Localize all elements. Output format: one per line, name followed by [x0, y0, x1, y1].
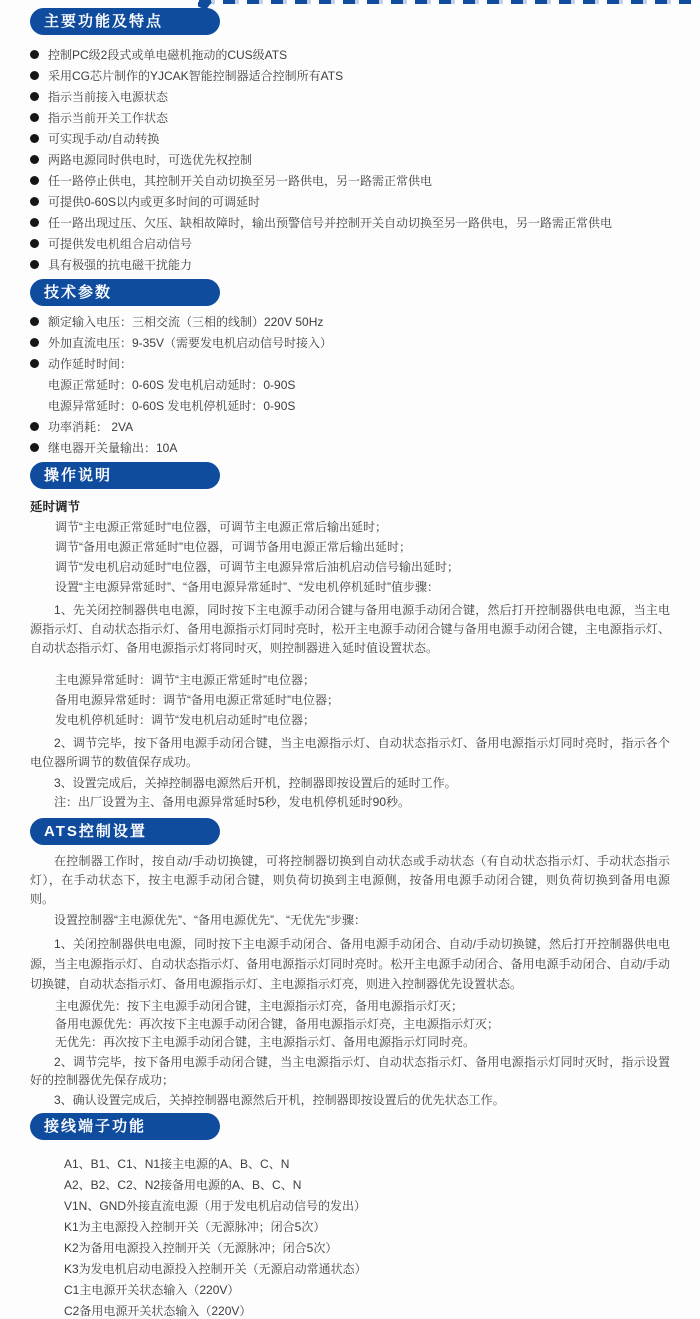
bullet-dot-icon [30, 218, 39, 227]
bullet-dot-icon [30, 260, 39, 269]
feature-text: 可提供发电机组合启动信号 [48, 237, 193, 251]
feature-item [30, 195, 670, 208]
operation-line: 调节“备用电源正常延时”电位器，可调节备用电源正常后输出延时； [55, 540, 411, 554]
bullet-dot-icon [30, 443, 39, 452]
operation-subheading: 延时调节 [30, 500, 81, 514]
section-features [30, 8, 670, 271]
bullet-dot-icon [30, 197, 39, 206]
feature-item [30, 132, 670, 145]
bullet-dot-icon [30, 317, 39, 326]
terminal-item: V1N、GND外接直流电源（用于发电机启动信号的发出） [64, 1199, 367, 1213]
section-ats-control [30, 818, 670, 1109]
feature-text: 任一路停止供电，其控制开关自动切换至另一路供电，另一路需正常供电 [48, 174, 433, 188]
operation-delay-line: 主电源异常延时：调节“主电源正常延时”电位器； [55, 673, 315, 687]
bullet-dot-icon [30, 359, 39, 368]
bullet-dot-icon [30, 71, 39, 80]
feature-item [30, 153, 670, 166]
feature-text: 可提供0-60S以内或更多时间的可调延时 [48, 195, 261, 209]
feature-text: 指示当前接入电源状态 [48, 90, 169, 104]
section-header-features: 主要功能及特点 [30, 8, 220, 35]
bullet-dot-icon [30, 176, 39, 185]
terminal-item: A1、B1、C1、N1接主电源的A、B、C、N [64, 1157, 290, 1171]
operation-delay-line: 备用电源异常延时：调节“备用电源正常延时”电位器； [55, 693, 339, 707]
feature-item [30, 237, 670, 250]
tech-param-text: 功率消耗： 2VA [48, 420, 134, 434]
ats-step-1: 1、关闭控制器供电电源，同时按下主电源手动闭合、备用电源手动闭合、自动/手动切换键，然后打开控制器供电电源，当主电源指示灯、自动状态指示灯、备用电源指示灯同时亮时。松开主电源手动闭合、备用电源手动闭合、自动/手动切换键，自动状态指示灯、备用电源指示灯、主电源指示灯亮，则进入控制器优先设置状态。 [30, 937, 670, 991]
feature-text: 两路电源同时供电时，可选优先权控制 [48, 153, 253, 167]
operation-delay-mapping [30, 674, 670, 727]
terminal-item: K3为发电机启动电源投入控制开关（无源启动常通状态） [64, 1262, 367, 1276]
section-tech-params [30, 279, 670, 454]
operation-line: 设置“主电源异常延时”、“备用电源异常延时”、“发电机停机延时”值步骤： [55, 580, 439, 594]
feature-text: 采用CG芯片制作的YJCAK智能控制器适合控制所有ATS [48, 69, 344, 83]
bullet-dot-icon [30, 113, 39, 122]
tech-param-text: 电源异常延时：0-60S 发电机停机延时：0-90S [48, 399, 296, 413]
section-header-operation: 操作说明 [30, 462, 220, 489]
section-header-tech-params: 技术参数 [30, 279, 220, 306]
bullet-dot-icon [30, 134, 39, 143]
feature-item [30, 90, 670, 103]
tech-param-text: 继电器开关量输出：10A [48, 441, 178, 455]
bullet-dot-icon [30, 50, 39, 59]
bullet-dot-icon [30, 92, 39, 101]
tech-param-item [30, 441, 670, 454]
operation-step-2: 2、调节完毕，按下备用电源手动闭合键，当主电源指示灯、自动状态指示灯、备用电源指示灯同时亮时，指示各个电位器所调节的数值保存成功。 [30, 736, 670, 769]
feature-item [30, 258, 670, 271]
terminal-item: C1主电源开关状态输入（220V） [64, 1283, 240, 1297]
feature-item [30, 69, 670, 82]
operation-factory-note: 注：出厂设置为主、备用电源异常延时5秒，发电机停机延时90秒。 [54, 795, 411, 809]
ats-priority-line: 主电源优先：按下主电源手动闭合键，主电源指示灯亮，备用电源指示灯灭； [55, 999, 464, 1013]
section-header-ats-control: ATS控制设置 [30, 818, 220, 845]
ats-paragraph-2: 设置控制器“主电源优先”、“备用电源优先”、“无优先”步骤： [54, 913, 366, 927]
ats-step-3: 3、确认设置完成后，关掉控制器电源然后开机，控制器即按设置后的优先状态工作。 [54, 1093, 505, 1107]
ats-step-2: 2、调节完毕，按下备用电源手动闭合键，当主电源指示灯、自动状态指示灯、备用电源指示灯同时灭时，指示设置好的控制器优先保存成功； [30, 1055, 670, 1087]
tech-param-subitem [30, 399, 670, 412]
section-header-terminals: 接线端子功能 [30, 1113, 220, 1140]
operation-delay-line: 发电机停机延时：调节“发电机启动延时”电位器； [55, 713, 315, 727]
feature-text: 指示当前开关工作状态 [48, 111, 169, 125]
operation-step-3: 3、设置完成后，关掉控制器电源然后开机，控制器即按设置后的延时工作。 [54, 776, 457, 790]
feature-item [30, 216, 670, 229]
feature-item [30, 48, 670, 61]
section-terminals [30, 1113, 670, 1318]
bullet-dot-icon [30, 239, 39, 248]
tech-param-item [30, 420, 670, 433]
bullet-dot-icon [30, 338, 39, 347]
features-list [30, 48, 670, 271]
tech-param-text: 额定输入电压：三相交流（三相的线制）220V 50Hz [48, 315, 324, 329]
ats-priority-line: 备用电源优先：再次按下主电源手动闭合键，备用电源指示灯亮，主电源指示灯灭； [55, 1017, 500, 1031]
tech-param-subitem [30, 378, 670, 391]
terminals-list [30, 1155, 670, 1318]
feature-text: 可实现手动/自动转换 [48, 132, 160, 146]
tech-param-text: 电源正常延时：0-60S 发电机启动延时：0-90S [48, 378, 296, 392]
bullet-dot-icon [30, 422, 39, 431]
terminal-item: K1为主电源投入控制开关（无源脉冲；闭合5次） [64, 1220, 326, 1234]
terminal-item: K2为备用电源投入控制开关（无源脉冲；闭合5次） [64, 1241, 338, 1255]
terminal-item: C2备用电源开关状态输入（220V） [64, 1304, 252, 1318]
tech-param-text: 外加直流电压：9-35V（需要发电机启动信号时接入） [48, 336, 333, 350]
ats-priority-line: 无优先：再次按下主电源手动闭合键，主电源指示灯、备用电源指示灯同时亮。 [55, 1035, 476, 1049]
tech-param-item [30, 336, 670, 349]
ats-priority-options [30, 997, 670, 1051]
operation-line: 调节“主电源正常延时”电位器，可调节主电源正常后输出延时； [55, 520, 387, 534]
tech-params-list [30, 315, 670, 454]
operation-line: 调节“发电机启动延时”电位器，可调节主电源异常后油机启动信号输出延时； [55, 560, 459, 574]
operation-adjust-instructions [30, 521, 670, 594]
tech-param-text: 动作延时时间： [48, 357, 133, 371]
feature-item [30, 174, 670, 187]
feature-text: 任一路出现过压、欠压、缺相故障时，输出预警信号并控制开关自动切换至另一路供电，另一路需正常供电 [48, 216, 613, 230]
ats-paragraph-1: 在控制器工作时，按自动/手动切换键，可将控制器切换到自动状态或手动状态（有自动状态指示灯、手动状态指示灯），在手动状态下，按主电源手动闭合键，则负荷切换到主电源侧，按备用电源手动闭合键，则负荷切换到备用电源则。 [30, 854, 670, 906]
operation-step-1: 1、先关闭控制器供电电源，同时按下主电源手动闭合键与备用电源手动闭合键，然后打开控制器供电电源，当主电源指示灯、自动状态指示灯、备用电源指示灯同时亮时，松开主电源手动闭合键与备用电源手动闭合键，主电源指示灯、自动状态指示灯、备用电源指示灯将同时灭，则控制器进入延时值设置状态。 [30, 603, 670, 655]
feature-text: 具有极强的抗电磁干扰能力 [48, 258, 193, 272]
tech-param-item [30, 315, 670, 328]
bullet-dot-icon [30, 155, 39, 164]
terminal-item: A2、B2、C2、N2接备用电源的A、B、C、N [64, 1178, 302, 1192]
feature-text: 控制PC级2段式或单电磁机拖动的CUS级ATS [48, 48, 288, 62]
feature-item [30, 111, 670, 124]
tech-param-item [30, 357, 670, 370]
section-operation [30, 462, 670, 812]
